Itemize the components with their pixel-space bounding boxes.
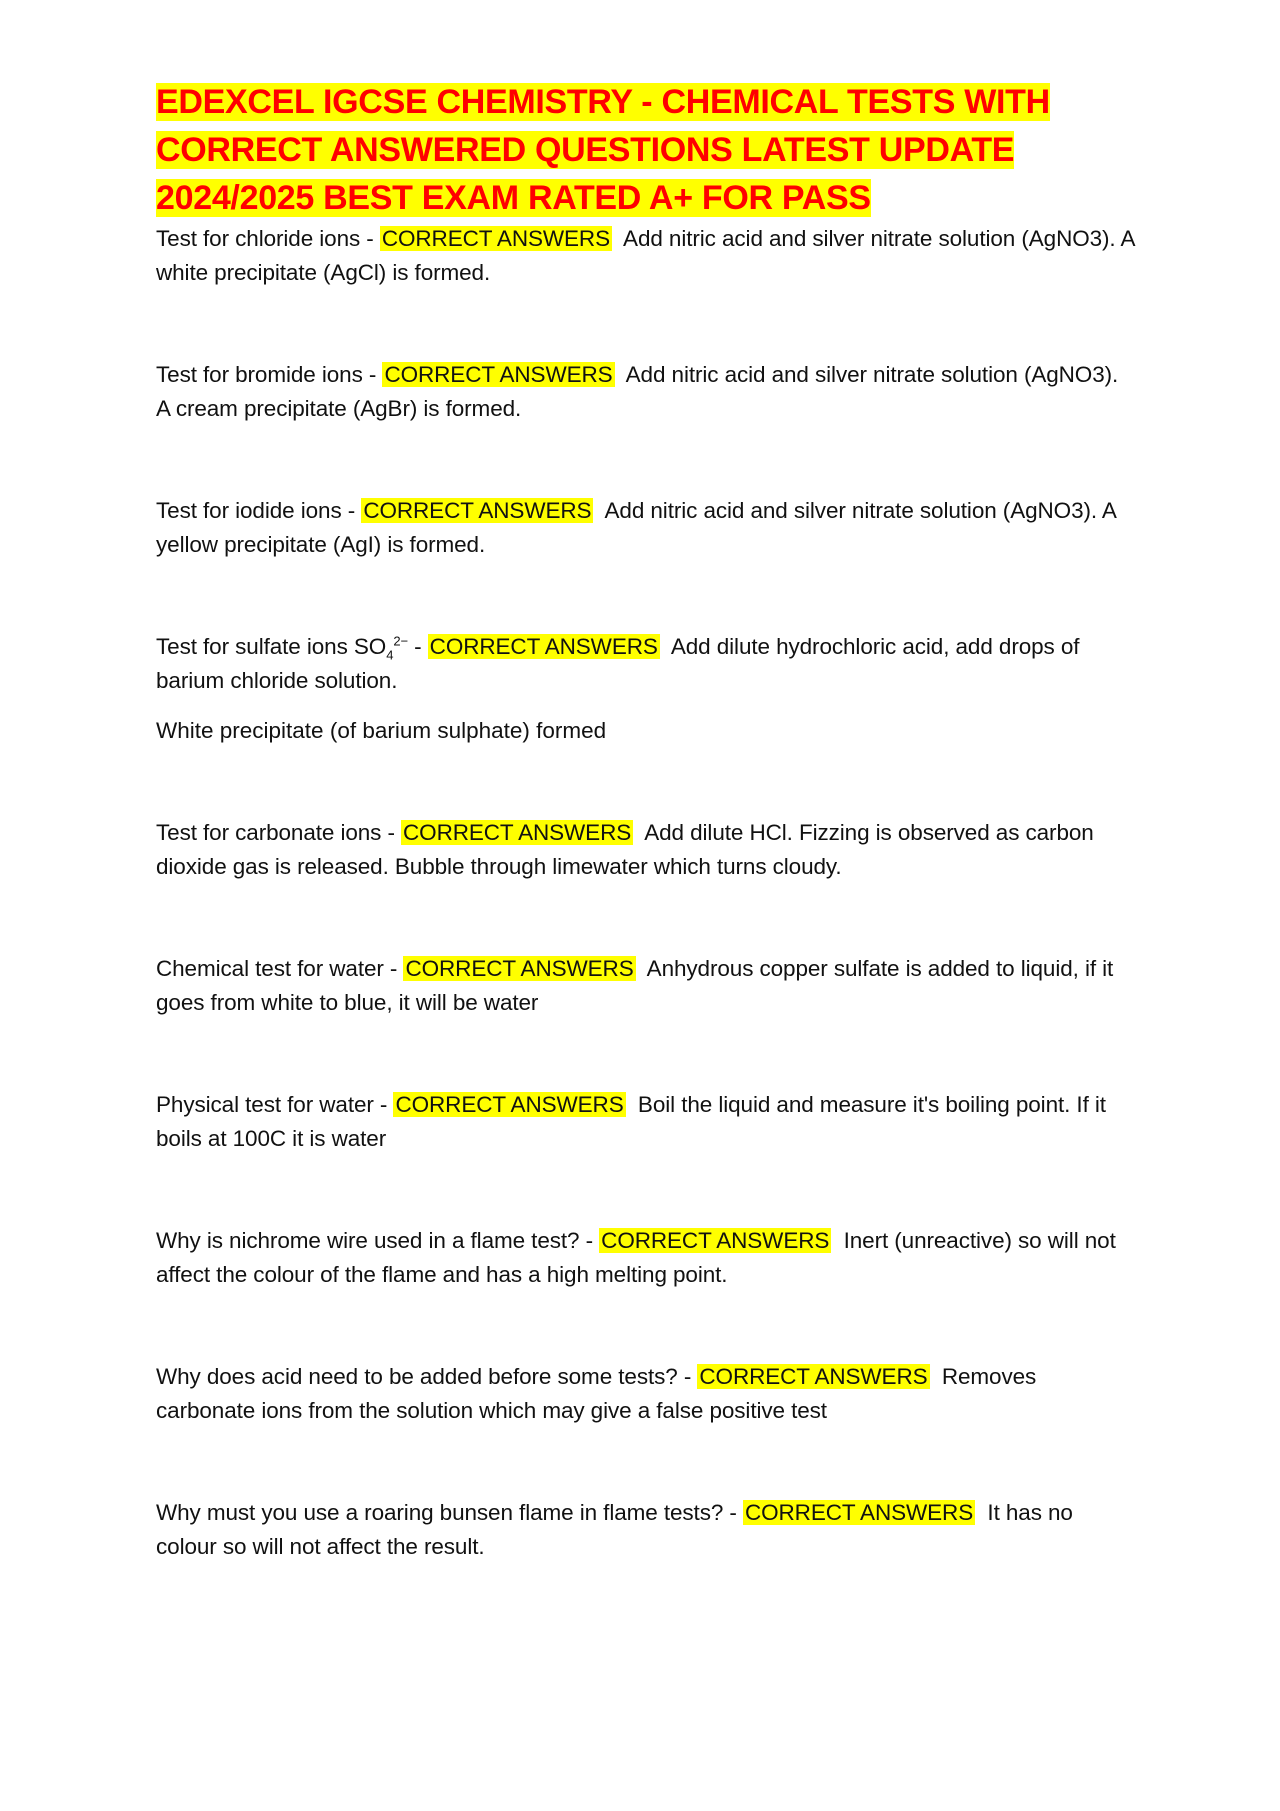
document-title [156, 78, 1136, 222]
question-text: Why is nichrome wire used in a flame test? [156, 1228, 580, 1253]
answer-text: Add nitric acid and silver nitrate solution (AgNO3). A cream precipitate (AgBr) is formed. [156, 362, 1119, 421]
separator: - [407, 634, 428, 659]
separator: - [362, 362, 383, 387]
answer-text: Removes carbonate ions from the solution which may give a false positive test [156, 1364, 1037, 1423]
answer-text: Anhydrous copper sulfate is added to liquid, if it goes from white to blue, it will be water [156, 956, 1114, 1015]
answer-label: CORRECT ANSWERS [395, 1092, 624, 1117]
answer-text: It has no colour so will not affect the result. [156, 1500, 1073, 1559]
separator: - [341, 498, 362, 523]
answer-text: Add dilute hydrochloric acid, add drops of barium chloride solution. [156, 634, 1080, 693]
separator: - [373, 1092, 394, 1117]
qa-item-chemical-water [156, 952, 1136, 1020]
qa-item-sulfate [156, 630, 1136, 748]
answer-label: CORRECT ANSWERS [363, 498, 592, 523]
title-line-2: CORRECT ANSWERED QUESTIONS LATEST UPDATE [156, 131, 1015, 169]
qa-item-chloride [156, 222, 1136, 290]
qa-item-bunsen [156, 1496, 1136, 1564]
question-text: Test for bromide ions [156, 362, 363, 387]
separator: - [579, 1228, 600, 1253]
document-content [156, 78, 1136, 1632]
answer-label: CORRECT ANSWERS [381, 226, 610, 251]
question-text: Test for iodide ions [156, 498, 342, 523]
answer-label: CORRECT ANSWERS [699, 1364, 928, 1389]
question-text: Physical test for water [156, 1092, 374, 1117]
question-text: Test for sulfate ions SO [156, 634, 387, 659]
qa-item-nichrome [156, 1224, 1136, 1292]
separator: - [383, 956, 404, 981]
separator: - [381, 820, 402, 845]
answer-label: CORRECT ANSWERS [744, 1500, 974, 1525]
answer-text: Add dilute HCl. Fizzing is observed as carbon dioxide gas is released. Bubble through limewater which turns cloudy. [156, 820, 1094, 879]
separator: - [677, 1364, 698, 1389]
question-text: Test for chloride ions [156, 226, 361, 251]
qa-item-bromide [156, 358, 1136, 426]
answer-text: Add nitric acid and silver nitrate solution (AgNO3). A yellow precipitate (AgI) is formed. [156, 498, 1116, 557]
title-line-1: EDEXCEL IGCSE CHEMISTRY - CHEMICAL TESTS WITH [156, 83, 1050, 121]
answer-text: Boil the liquid and measure it's boiling point. If it boils at 100C it is water [156, 1092, 1106, 1151]
qa-item-iodide [156, 494, 1136, 562]
separator: - [723, 1500, 743, 1525]
qa-item-acid [156, 1360, 1136, 1428]
superscript-charge: 2− [393, 633, 408, 649]
question-text: Test for carbonate ions [156, 820, 382, 845]
qa-item-carbonate [156, 816, 1136, 884]
title-line-3: 2024/2025 BEST EXAM RATED A+ FOR PASS [156, 179, 871, 217]
question-text: Why must you use a roaring bunsen flame in flame tests? [156, 1500, 724, 1525]
question-text: Why does acid need to be added before some tests? [156, 1364, 678, 1389]
separator: - [360, 226, 380, 251]
answer-label: CORRECT ANSWERS [405, 956, 634, 981]
answer-extra-text: White precipitate (of barium sulphate) formed [156, 718, 607, 743]
subscript-4: 4 [386, 647, 394, 663]
answer-label: CORRECT ANSWERS [403, 820, 632, 845]
answer-text: Inert (unreactive) so will not affect the colour of the flame and has a high melting point. [156, 1228, 1116, 1287]
answer-label: CORRECT ANSWERS [384, 362, 613, 387]
answer-text: Add nitric acid and silver nitrate solution (AgNO3). A white precipitate (AgCl) is formed. [156, 226, 1135, 285]
qa-item-physical-water [156, 1088, 1136, 1156]
answer-label: CORRECT ANSWERS [429, 634, 658, 659]
answer-label: CORRECT ANSWERS [601, 1228, 830, 1253]
question-text: Chemical test for water [156, 956, 384, 981]
